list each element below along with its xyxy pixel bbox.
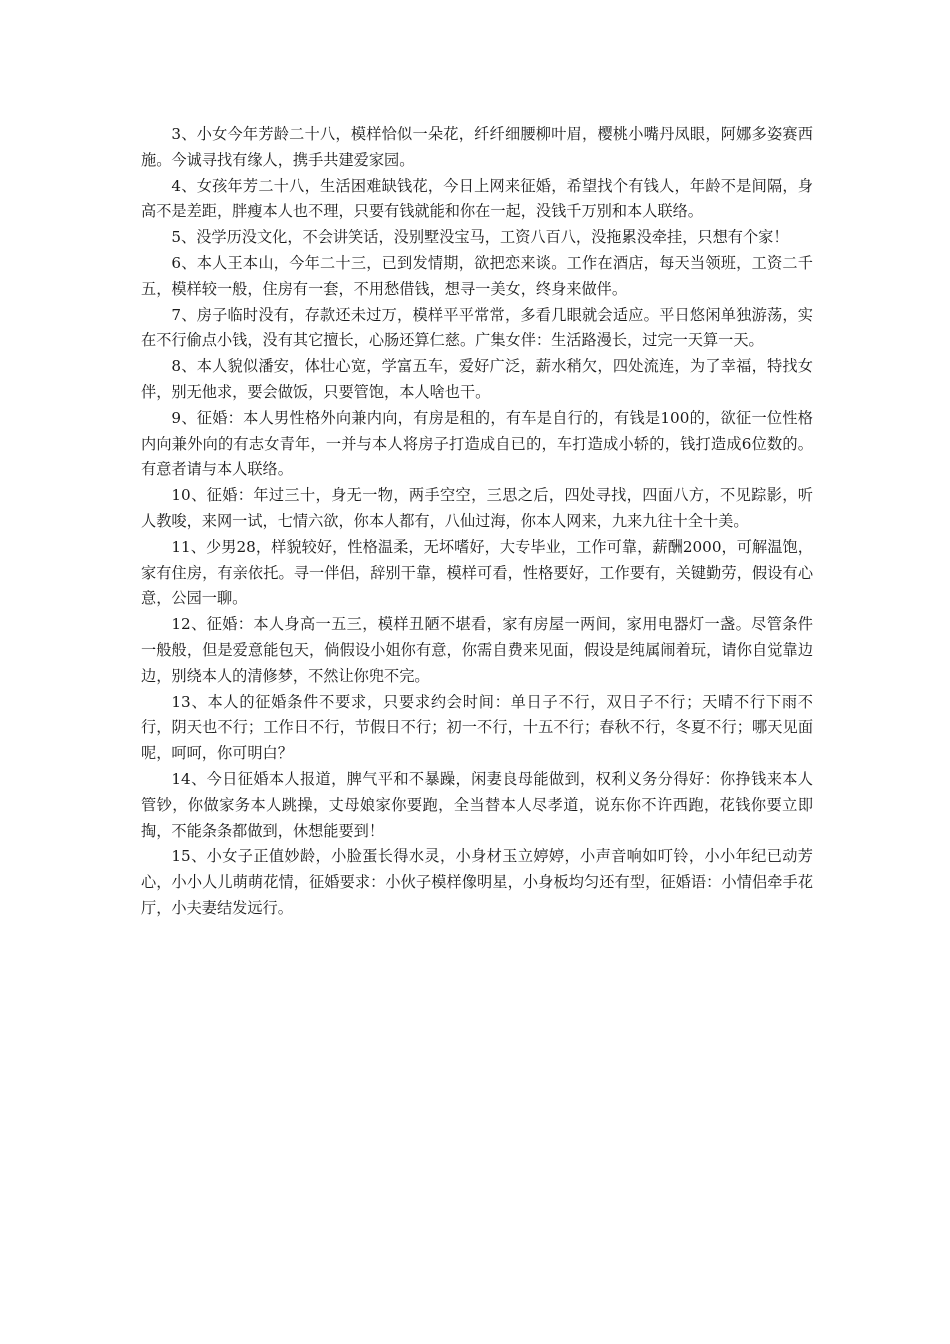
paragraph-8: 8、本人貌似潘安，体壮心宽，学富五车，爱好广泛，薪水稍欠，四处流连，为了幸福，特找女伴，别无他求，要会做饭，只要管饱，本人啥也干。 — [141, 357, 813, 401]
paragraph-3: 3、小女今年芳龄二十八，模样恰似一朵花，纤纤细腰柳叶眉，樱桃小嘴丹凤眼，阿娜多姿赛西施。今诚寻找有缘人，携手共建爱家园。 — [141, 125, 813, 169]
paragraph-14: 14、今日征婚本人报道，脾气平和不暴躁，闲妻良母能做到，权利义务分得好：你挣钱来本人管钞，你做家务本人跳操，丈母娘家你要跑，全当替本人尽孝道，说东你不许西跑，花钱你要立即掏，不能条条都做到，休想能要到！ — [141, 769, 813, 840]
paragraph-11: 11、少男28，样貌较好，性格温柔，无坏嗜好，大专毕业，工作可靠，薪酬2000，可解温饱，家有住房，有亲依托。寻一伴侣，辞别干靠，模样可看，性格要好，工作要有，关键勤劳，假设有心意，公园一聊。 — [141, 537, 813, 608]
paragraph-12: 12、征婚：本人身高一五三，模样丑陋不堪看，家有房屋一两间，家用电器灯一盏。尽管条件一般般，但是爱意能包天，倘假设小姐你有意，你需自费来见面，假设是纯属闹着玩，请你自觉靠边边，别绕本人的清修梦，不然让你兜不完。 — [141, 615, 813, 685]
paragraph-5: 5、没学历没文化，不会讲笑话，没别墅没宝马，工资八百八，没拖累没牵挂，只想有个家！ — [171, 228, 789, 247]
paragraph-15: 15、小女子正值妙龄，小脸蛋长得水灵，小身材玉立婷婷，小声音响如叮铃，小小年纪已动芳心，小小人儿萌萌花情，征婚要求：小伙子模样像明星，小身板均匀还有型，征婚语：小情侣牵手花厅，小夫妻结发远行。 — [141, 847, 813, 917]
paragraph-6: 6、本人王本山，今年二十三，已到发情期，欲把恋来谈。工作在酒店，每天当领班，工资二千五，模样较一般，住房有一套，不用愁借钱，想寻一美女，终身来做伴。 — [141, 253, 813, 298]
paragraph-4: 4、女孩年芳二十八，生活困难缺钱花，今日上网来征婚，希望找个有钱人，年龄不是间隔，身高不是差距，胖瘦本人也不理，只要有钱就能和你在一起，没钱千万别和本人联络。 — [141, 176, 813, 221]
paragraph-7: 7、房子临时没有，存款还未过万，模样平平常常，多看几眼就会适应。平日悠闲单独游荡，实在不行偷点小钱，没有其它擅长，心肠还算仁慈。广集女伴：生活路漫长，过完一天算一天。 — [141, 305, 813, 350]
paragraph-10: 10、征婚：年过三十，身无一物，两手空空，三思之后，四处寻找，四面八方，不见踪影，听人教唆，来网一试，七情六欲，你本人都有，八仙过海，你本人网来，九来九往十全十美。 — [141, 486, 813, 530]
document-body — [141, 122, 813, 922]
paragraph-13: 13、本人的征婚条件不要求，只要求约会时间：单日子不行，双日子不行；天晴不行下雨不行，阴天也不行；工作日不行，节假日不行；初一不行，十五不行；春秋不行，冬夏不行；哪天见面呢，呵呵，你可明白？ — [141, 692, 813, 763]
paragraph-9: 9、征婚：本人男性格外向兼内向，有房是租的，有车是自行的，有钱是100的，欲征一位性格内向兼外向的有志女青年，一并与本人将房子打造成自已的，车打造成小轿的，钱打造成6位数的。有意者请与本人联络。 — [141, 408, 813, 479]
